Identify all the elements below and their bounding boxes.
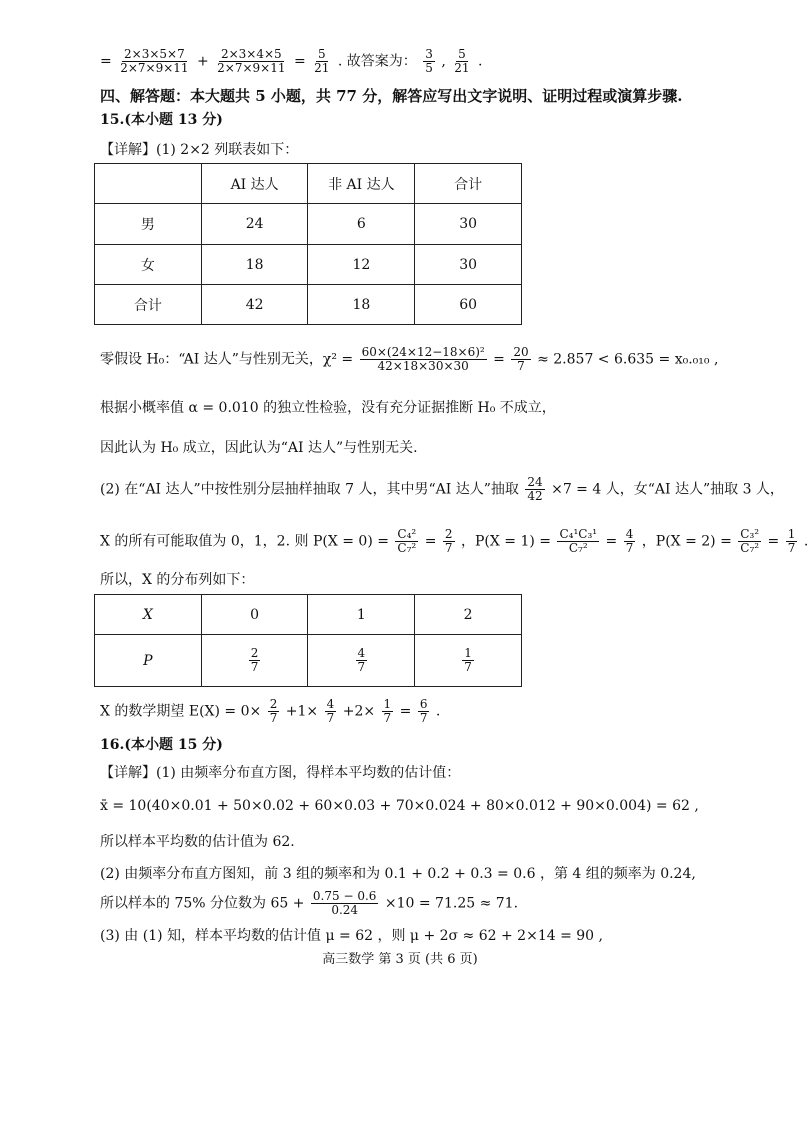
denominator: 7 [517, 359, 525, 373]
denominator: 7 [787, 541, 796, 555]
denominator: 7 [464, 660, 472, 674]
text: ×10 = 71.25 ≈ 71. [384, 895, 519, 912]
table-cell [308, 635, 415, 687]
paragraph: (2) 由频率分布直方图知，前 3 组的频率和为 0.1 + 0.2 + 0.3 = 0.6 ，第 4 组的频率为 0.24, [100, 866, 696, 882]
text: = [399, 703, 412, 720]
fraction [624, 528, 636, 555]
table-cell: 0 [201, 595, 308, 635]
denominator: 7 [444, 541, 453, 555]
mean-formula: x̄ = 10(40×0.01 + 50×0.02 + 60×0.03 + 70×0.024 + 80×0.012 + 90×0.004) = 62 , [100, 798, 699, 814]
text: . [803, 533, 808, 550]
denominator: C₇² [397, 541, 417, 555]
numerator: 5 [458, 47, 466, 61]
table-cell: 42 [201, 285, 308, 325]
fraction [738, 528, 761, 555]
table-cell: 合计 [415, 164, 522, 204]
numerator: 0.75 − 0.6 [312, 889, 377, 903]
table-row [95, 204, 522, 245]
hypothesis-line [100, 346, 718, 373]
fraction [118, 48, 190, 75]
table-row [95, 164, 522, 204]
table-cell [95, 164, 202, 204]
denominator: 7 [419, 711, 428, 725]
fraction [525, 476, 544, 503]
numerator: 2 [250, 646, 259, 660]
text: 零假设 H₀：“AI 达人”与性别无关，χ² = [100, 351, 354, 368]
question-16-title: 16.(本小题 15 分) [100, 737, 223, 753]
text: ×7 = 4 人，女“AI 达人”抽取 3 人， [551, 481, 784, 498]
numerator: 24 [527, 475, 543, 489]
numerator: 1 [787, 527, 796, 541]
text: = [493, 351, 505, 368]
table-row [95, 595, 522, 635]
fraction [423, 48, 435, 75]
table-cell: 非 AI 达人 [308, 164, 415, 204]
text: = [293, 53, 306, 70]
text: = [605, 533, 618, 550]
fraction [268, 698, 280, 725]
table-cell [415, 635, 522, 687]
numerator: 3 [425, 47, 433, 61]
paragraph: (3) 由 (1) 知，样本平均数的估计值 μ = 62 ，则 μ + 2σ ≈ 62 + 2×14 = 90 , [100, 928, 603, 944]
text: , [441, 53, 446, 70]
text: (2) 在“AI 达人”中按性别分层抽样抽取 7 人，其中男“AI 达人”抽取 [100, 481, 519, 498]
numerator: 1 [383, 697, 392, 711]
text: . [477, 53, 483, 70]
table-row [95, 285, 522, 325]
line-answer-fractions [100, 48, 482, 75]
paragraph: 所以，X 的分布列如下： [100, 572, 255, 588]
probability-line [100, 528, 808, 555]
table-cell: 12 [308, 245, 415, 285]
denominator: 42 [527, 489, 543, 503]
table-cell: 18 [201, 245, 308, 285]
numerator: 4 [625, 527, 634, 541]
text: ，P(X = 1) = [460, 533, 551, 550]
text: X 的数学期望 E(X) = 0× [100, 703, 262, 720]
numerator: 2×3×4×5 [220, 47, 282, 61]
fraction [311, 890, 379, 917]
numerator: 2×3×5×7 [124, 47, 185, 61]
fraction [786, 528, 798, 555]
numerator: 1 [464, 646, 472, 660]
numerator: 4 [357, 646, 366, 660]
numerator: 2 [269, 697, 278, 711]
text: ≈ 2.857 < 6.635 = x₀.₀₁₀ , [537, 351, 719, 368]
numerator: 2 [444, 527, 453, 541]
paragraph: 因此认为 H₀ 成立，因此认为“AI 达人”与性别无关. [100, 440, 418, 456]
expectation-line [100, 698, 440, 725]
paragraph: 所以样本平均数的估计值为 62. [100, 834, 295, 850]
fraction [452, 48, 471, 75]
paragraph: 【详解】(1) 由频率分布直方图，得样本平均数的估计值： [100, 765, 461, 781]
numerator: 20 [513, 345, 529, 359]
text: X 的所有可能取值为 0，1，2. 则 P(X = 0) = [100, 533, 389, 550]
text: + [196, 53, 209, 70]
denominator: 7 [383, 711, 392, 725]
numerator: C₄¹C₃¹ [559, 527, 598, 541]
text: 所以样本的 75% 分位数为 65 + [100, 895, 305, 912]
numerator: 6 [419, 697, 428, 711]
table-cell: AI 达人 [201, 164, 308, 204]
fraction [395, 528, 418, 555]
fraction [511, 346, 530, 373]
text: = [424, 533, 437, 550]
fraction [356, 647, 368, 674]
table-cell: 1 [308, 595, 415, 635]
q15-part1-intro: 【详解】(1) 2×2 列联表如下： [100, 142, 299, 158]
denominator: 7 [250, 660, 259, 674]
table-cell: 6 [308, 204, 415, 245]
text: . [435, 703, 441, 720]
denominator: 7 [326, 711, 335, 725]
table-cell: X [95, 595, 202, 635]
denominator: 21 [454, 61, 470, 75]
numerator: C₄² [397, 527, 417, 541]
denominator: 5 [425, 61, 433, 75]
denominator: C₇² [568, 541, 588, 555]
table-cell: 男 [95, 204, 202, 245]
numerator: 5 [317, 47, 326, 61]
fraction [418, 698, 430, 725]
table-row [95, 635, 522, 687]
table-cell: 合计 [95, 285, 202, 325]
fraction [325, 698, 337, 725]
denominator: 2×7×9×11 [217, 61, 286, 75]
numerator: 4 [326, 697, 335, 711]
numerator: C₃² [740, 527, 760, 541]
table-cell: 女 [95, 245, 202, 285]
fraction [443, 528, 455, 555]
part2-line [100, 476, 784, 503]
denominator: 7 [625, 541, 634, 555]
fraction [312, 48, 331, 75]
percentile-line [100, 890, 518, 917]
denominator: 21 [314, 61, 330, 75]
text: = [100, 53, 112, 70]
page-footer: 高三数学 第 3 页 (共 6 页) [322, 952, 478, 967]
table-cell: 2 [415, 595, 522, 635]
table-cell: 30 [415, 204, 522, 245]
paragraph: 根据小概率值 α = 0.010 的独立性检验，没有充分证据推断 H₀ 不成立， [100, 400, 556, 416]
fraction [557, 528, 599, 555]
denominator: 7 [357, 660, 366, 674]
fraction [382, 698, 394, 725]
text: +2× [342, 703, 376, 720]
text: ，P(X = 2) = [641, 533, 732, 550]
fraction [360, 346, 487, 373]
denominator: C₇² [740, 541, 760, 555]
contingency-table [94, 163, 522, 325]
table-row [95, 245, 522, 285]
denominator: 7 [269, 711, 278, 725]
table-cell: 60 [415, 285, 522, 325]
denominator: 2×7×9×11 [120, 61, 189, 75]
denominator: 0.24 [331, 903, 359, 917]
text: +1× [285, 703, 319, 720]
fraction [215, 48, 287, 75]
table-cell: P [95, 635, 202, 687]
text: . 故答案为： [337, 53, 417, 70]
fraction [462, 647, 474, 674]
table-cell: 18 [308, 285, 415, 325]
table-cell: 24 [201, 204, 308, 245]
text: = [767, 533, 780, 550]
table-cell [201, 635, 308, 687]
denominator: 42×18×30×30 [377, 359, 469, 373]
question-15-title: 15.(本小题 13 分) [100, 112, 223, 128]
distribution-table [94, 594, 522, 687]
fraction [249, 647, 261, 674]
numerator: 60×(24×12−18×6)² [361, 345, 485, 359]
section-heading: 四、解答题：本大题共 5 小题，共 77 分，解答应写出文字说明、证明过程或演算步骤. [100, 87, 683, 105]
table-cell: 30 [415, 245, 522, 285]
